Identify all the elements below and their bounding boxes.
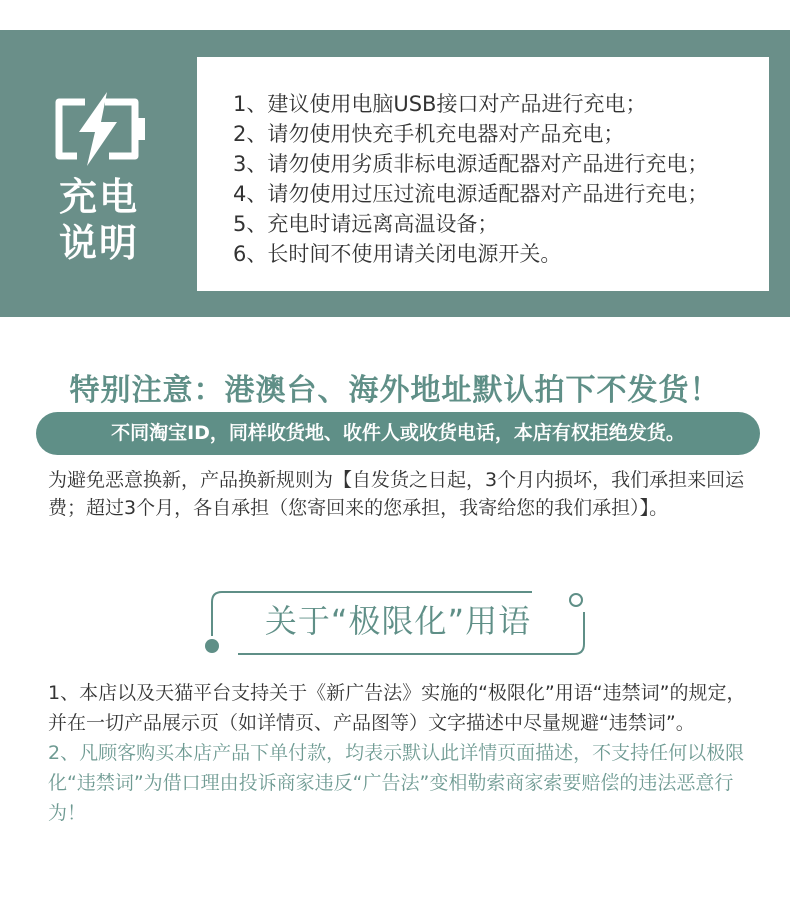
charging-title-line1: 充电 xyxy=(58,175,139,219)
battery-charging-icon xyxy=(49,90,149,168)
terms-paragraph-2: 2、凡顾客购买本店产品下单付款，均表示默认此详情页面描述，不支持任何以极限化“违禁词”为借口理由投诉商家违反“广告法”变相勒索商家索要赔偿的违法恶意行为！ xyxy=(48,742,745,824)
terms-title: 关于“极限化”用语 xyxy=(264,602,532,640)
notice-body: 为避免恶意换新，产品换新规则为【自发货之日起，3个月内损坏，我们承担来回运费；超过3个月，各自承担（您寄回来的您承担，我寄给您的我们承担）】。 xyxy=(48,469,745,519)
charging-heading xyxy=(40,90,158,266)
list-item: 5、充电时请远离高温设备； xyxy=(233,212,499,236)
terms-body xyxy=(48,678,752,828)
list-item: 1、建议使用电脑USB接口对产品进行充电； xyxy=(233,92,647,116)
terms-paragraph-1: 1、本店以及天猫平台支持关于《新广告法》实施的“极限化”用语“违禁词”的规定，并在一切产品展示页（如详情页、产品图等）文字描述中尽量规避“违禁词”。 xyxy=(48,682,746,734)
charging-instructions-box xyxy=(197,57,769,291)
charging-title-line2: 说明 xyxy=(58,221,139,265)
charging-instructions-list xyxy=(197,57,769,269)
list-item: 2、请勿使用快充手机充电器对产品充电； xyxy=(233,122,625,146)
list-item: 3、请勿使用劣质非标电源适配器对产品进行充电； xyxy=(233,152,709,176)
list-item: 6、长时间不使用请关闭电源开关。 xyxy=(233,242,562,266)
notice-title: 特别注意：港澳台、海外地址默认拍下不发货！ xyxy=(69,373,721,408)
terms-heading xyxy=(198,588,598,658)
notice-banner: 不同淘宝ID，同样收货地、收件人或收货电话，本店有权拒绝发货。 xyxy=(36,412,760,455)
list-item: 4、请勿使用过压过流电源适配器对产品进行充电； xyxy=(233,182,709,206)
